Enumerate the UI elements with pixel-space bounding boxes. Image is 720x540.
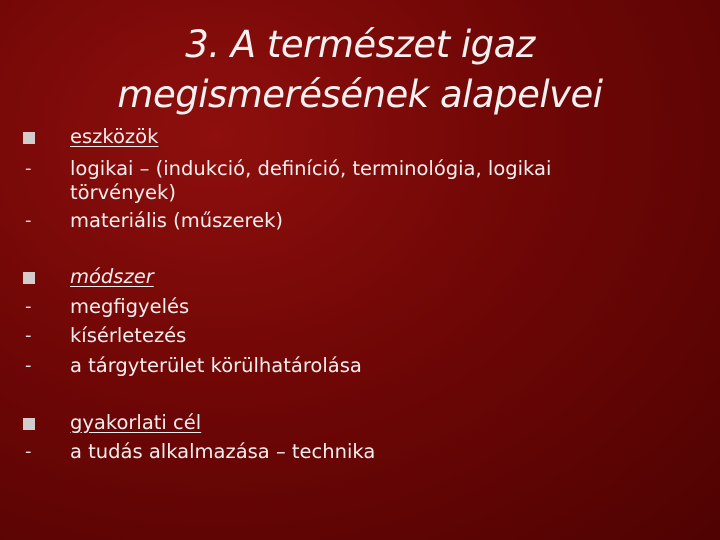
group-heading-eszkozok [0, 124, 720, 150]
item-text: a tárgyterület körülhatárolása [70, 354, 362, 377]
list-item-continuation [0, 180, 720, 206]
list-item [0, 323, 720, 349]
dash-bullet: - [25, 296, 32, 317]
item-text: a tudás alkalmazása – technika [70, 440, 376, 463]
list-item [0, 353, 720, 379]
dash-bullet: - [25, 441, 32, 462]
slide-title [110, 20, 610, 120]
item-text: megfigyelés [70, 295, 190, 318]
title-line-1: 3. A természet igaz [185, 23, 535, 66]
list-item [0, 208, 720, 234]
list-item [0, 156, 720, 182]
item-text: kísérletezés [70, 324, 187, 347]
heading-text: módszer [70, 265, 154, 288]
dash-bullet: - [25, 158, 32, 179]
list-item [0, 439, 720, 465]
title-line-2: megismerésének alapelvei [117, 73, 603, 116]
group-heading-gyakorlati-cel [0, 410, 720, 436]
item-text: törvények) [70, 181, 176, 204]
item-text: logikai – (indukció, definíció, terminológia, logikai [70, 157, 552, 180]
dash-bullet: - [25, 325, 32, 346]
square-bullet-icon [23, 132, 35, 144]
heading-text: gyakorlati cél [70, 411, 202, 434]
item-text: materiális (műszerek) [70, 209, 284, 232]
square-bullet-icon [23, 272, 35, 284]
dash-bullet: - [25, 355, 32, 376]
list-item [0, 294, 720, 320]
dash-bullet: - [25, 210, 32, 231]
heading-text: eszközök [70, 125, 159, 148]
group-heading-modszer [0, 264, 720, 290]
square-bullet-icon [23, 418, 35, 430]
